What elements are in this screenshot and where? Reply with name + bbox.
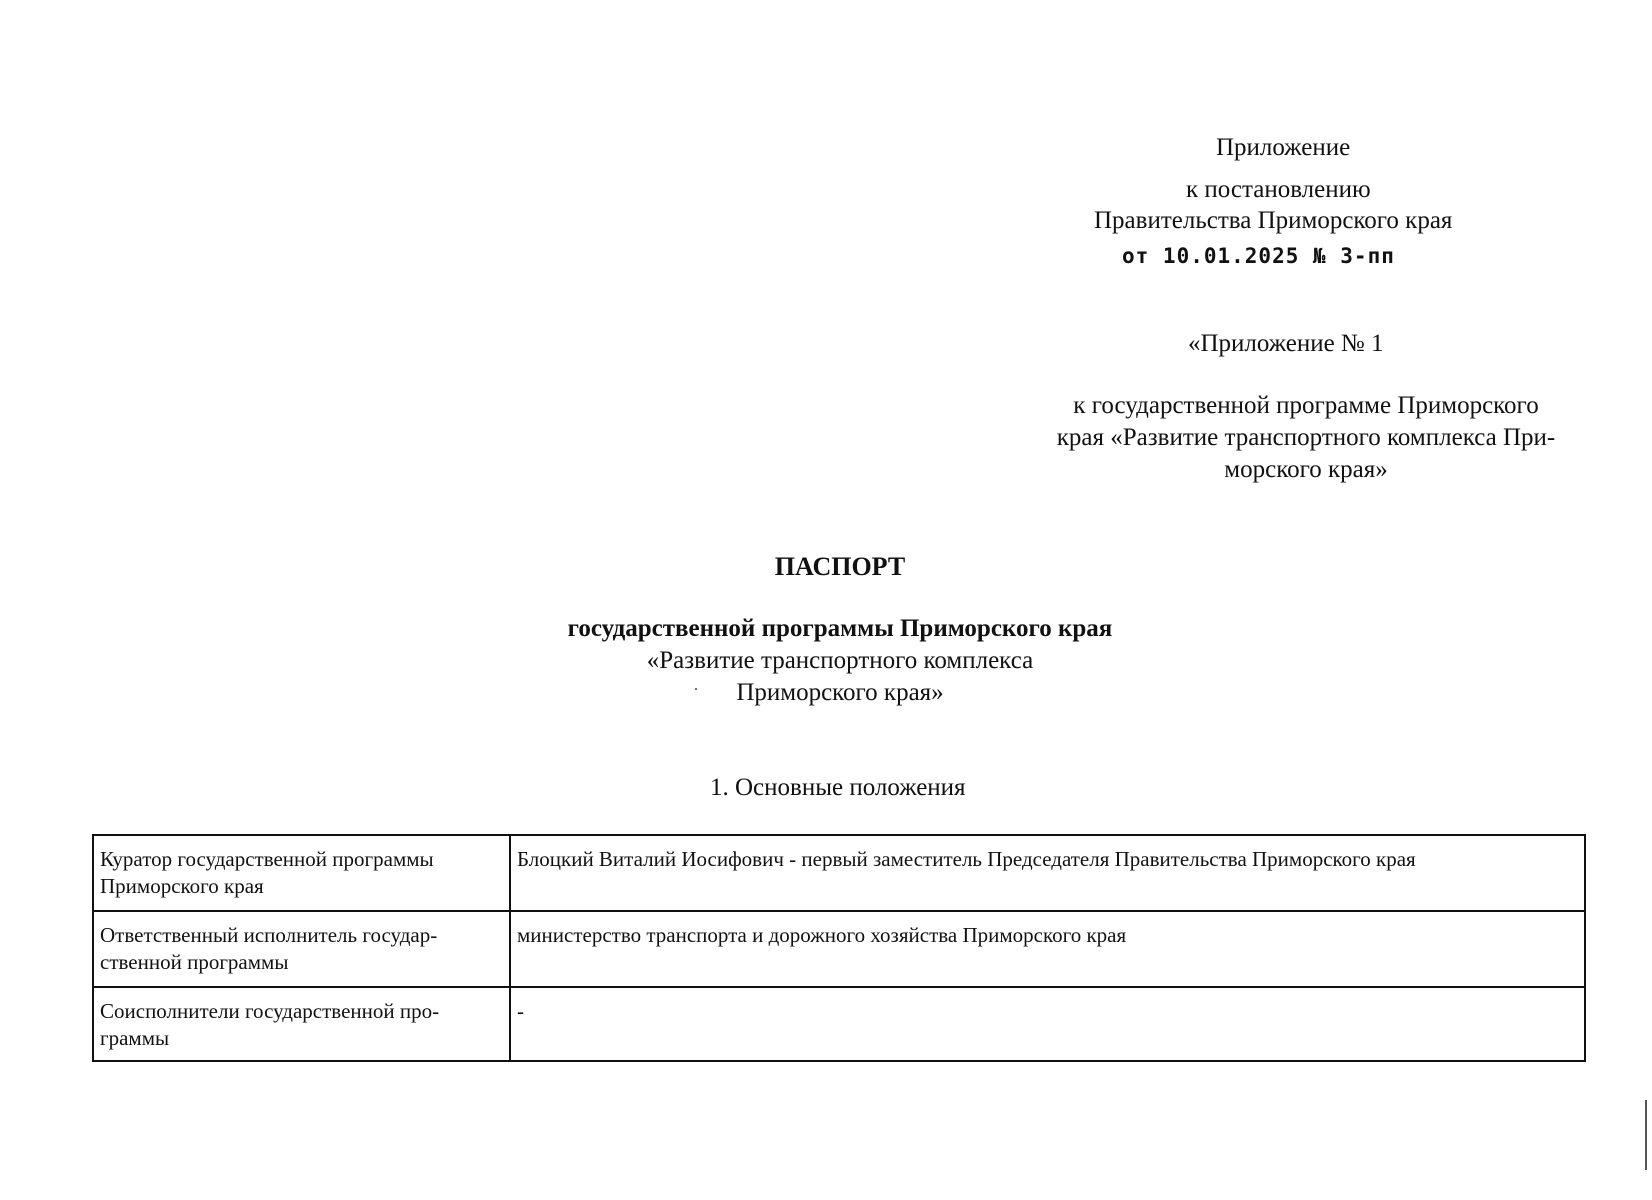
table-value-cell: Блоцкий Виталий Иосифович - первый заместитель Председателя Правительства Приморского края (510, 835, 1585, 911)
table-label-cell: Ответственный исполнитель государ-ственной программы (93, 911, 510, 987)
table-row (93, 987, 1585, 1061)
program-reference-line-1: к государственной программе Приморского (1073, 392, 1539, 419)
section-title: 1. Основные положения (710, 774, 966, 801)
table-value-cell: - (510, 987, 1585, 1061)
scan-margin-mark (1645, 1100, 1647, 1170)
passport-subtitle (0, 613, 1652, 709)
passport-subtitle-line-2: «Развитие транспортного комплекса (646, 647, 1034, 674)
program-reference-line-2: края «Развитие транспортного комплекса При- (1056, 424, 1556, 451)
main-provisions-table (92, 834, 1586, 1062)
table-row (93, 835, 1585, 911)
passport-subtitle-line-1: государственной программы Приморского края (567, 615, 1113, 642)
appendix-government: Правительства Приморского края (1094, 207, 1453, 234)
appendix-title: Приложение (1216, 134, 1351, 161)
program-reference-line-3: морского края» (1224, 456, 1388, 483)
appendix-date-number: от 10.01.2025 № 3-пп (1122, 244, 1395, 268)
passport-subtitle-line-3: Приморского края» (736, 679, 944, 706)
passport-heading: ПАСПОРТ (774, 552, 906, 581)
table-label-cell: Соисполнители государственной про-граммы (93, 987, 510, 1061)
scan-speck (695, 688, 697, 690)
table-value-cell: министерство транспорта и дорожного хозяйства Приморского края (510, 911, 1585, 987)
table-row (93, 911, 1585, 987)
program-reference (1020, 390, 1592, 486)
table-label-cell: Куратор государственной программы Приморского края (93, 835, 510, 911)
appendix1-title: «Приложение № 1 (1188, 330, 1384, 357)
appendix-to-resolution: к постановлению (1186, 176, 1371, 203)
